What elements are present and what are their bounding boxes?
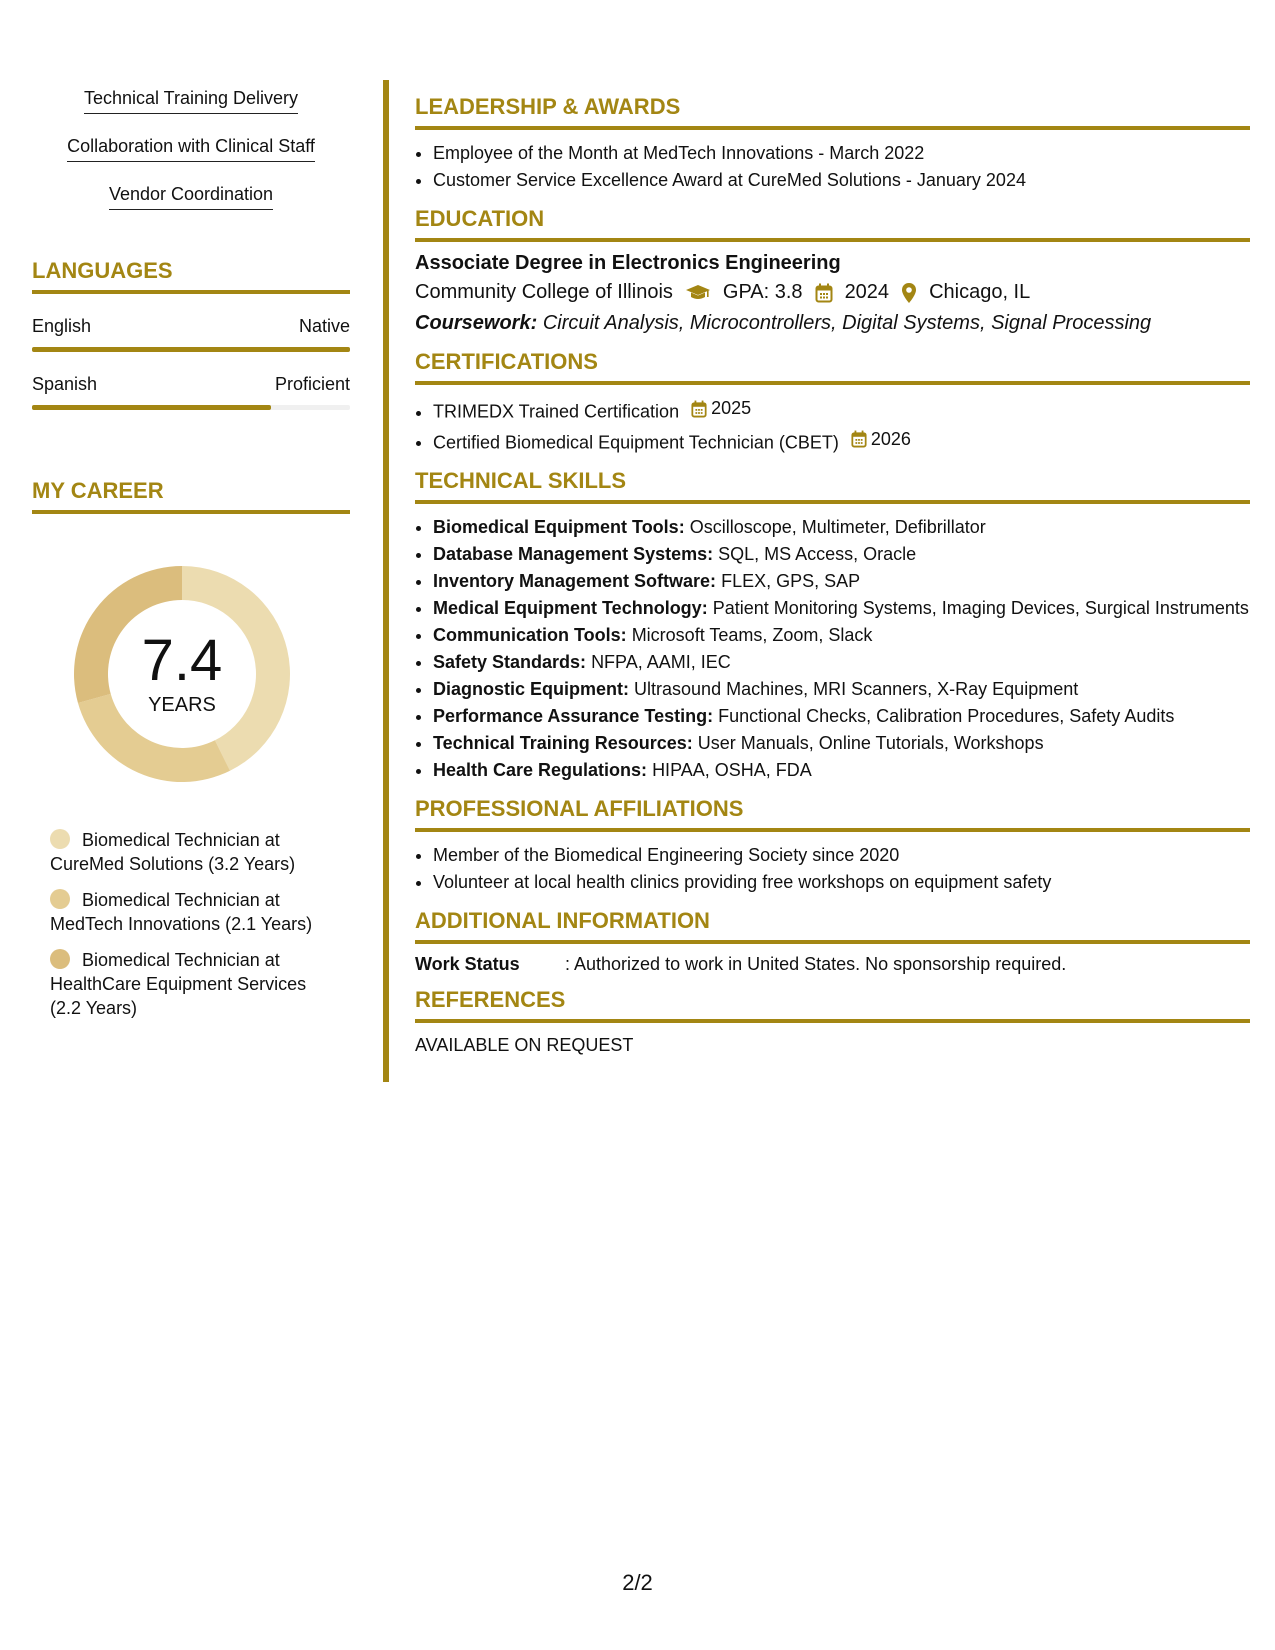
legend-label: Biomedical Technician at MedTech Innovations (2.1 Years)	[50, 890, 313, 934]
list-item	[433, 622, 1250, 649]
legend-label: Biomedical Technician at CureMed Solutions (3.2 Years)	[50, 830, 296, 874]
skill-value: NFPA, AAMI, IEC	[591, 652, 731, 672]
list-item	[433, 541, 1250, 568]
list-item	[433, 730, 1250, 757]
language-bar-fill	[32, 347, 350, 352]
location-pin-icon	[901, 282, 917, 304]
gpa: GPA: 3.8	[722, 281, 803, 303]
career-total: 7.4	[141, 627, 223, 693]
legend-dot	[50, 829, 70, 849]
legend-item	[50, 948, 340, 1020]
languages-title: LANGUAGES	[32, 258, 350, 294]
language-name: Spanish	[32, 374, 98, 394]
skill-tag: Vendor Coordination	[109, 184, 273, 210]
legend-label: Biomedical Technician at HealthCare Equipment Services (2.2 Years)	[50, 950, 307, 1018]
career-unit: YEARS	[148, 693, 216, 716]
references-title: REFERENCES	[415, 987, 1250, 1023]
skill-value: FLEX, GPS, SAP	[721, 571, 861, 591]
column-divider	[383, 80, 389, 1082]
career-title: MY CAREER	[32, 478, 350, 514]
list-item	[433, 757, 1250, 784]
skill-label: Biomedical Equipment Tools:	[433, 517, 685, 537]
list-item	[433, 676, 1250, 703]
list-item	[433, 703, 1250, 730]
graduation-year: 2024	[844, 281, 890, 303]
list-item: • Volunteer at local health clinics providing free workshops on equipment safety	[433, 869, 1250, 896]
skill-value: User Manuals, Online Tutorials, Workshops	[697, 733, 1044, 753]
language-bar	[32, 405, 350, 410]
list-item: • Member of the Biomedical Engineering Society since 2020	[433, 842, 1250, 869]
cert-year: 2025	[711, 398, 752, 418]
skill-label: Communication Tools:	[433, 625, 627, 645]
career-donut	[62, 554, 302, 794]
list-item: • Customer Service Excellence Award at CureMed Solutions - January 2024	[433, 167, 1250, 194]
skill-label: Performance Assurance Testing:	[433, 706, 714, 726]
language-bar	[32, 347, 350, 352]
skill-value: Microsoft Teams, Zoom, Slack	[631, 625, 873, 645]
language-item	[32, 374, 350, 410]
skill-value: Functional Checks, Calibration Procedures, Safety Audits	[718, 706, 1175, 726]
coursework-value: Circuit Analysis, Microcontrollers, Digital Systems, Signal Processing	[542, 312, 1152, 334]
technical-skills-section	[415, 468, 1250, 784]
calendar-icon	[691, 400, 707, 418]
coursework-label: Coursework:	[415, 312, 538, 334]
skill-label: Database Management Systems:	[433, 544, 714, 564]
list-item	[433, 426, 1250, 457]
work-status-label: Work Status	[415, 954, 520, 974]
leadership-title: LEADERSHIP & AWARDS	[415, 94, 1250, 130]
education-title: EDUCATION	[415, 206, 1250, 242]
language-level: Proficient	[274, 374, 350, 394]
skill-value: HIPAA, OSHA, FDA	[652, 760, 812, 780]
skill-label: Inventory Management Software:	[433, 571, 717, 591]
list-item	[433, 595, 1250, 622]
skill-tag: Collaboration with Clinical Staff	[67, 136, 315, 162]
cert-name: TRIMEDX Trained Certification	[433, 401, 680, 422]
language-bar-fill	[32, 405, 271, 410]
skill-label: Medical Equipment Technology:	[433, 598, 708, 618]
certifications-section	[415, 349, 1250, 456]
career-legend	[32, 828, 350, 1020]
leadership-section	[415, 94, 1250, 194]
school-name: Community College of Illinois	[415, 281, 673, 303]
legend-item	[50, 888, 340, 936]
skill-value: SQL, MS Access, Oracle	[718, 544, 917, 564]
cert-name: Certified Biomedical Equipment Technician (CBET)	[433, 432, 839, 452]
list-item	[433, 649, 1250, 676]
cert-year: 2026	[870, 428, 911, 449]
list-item	[433, 568, 1250, 595]
references-text: AVAILABLE ON REQUEST	[415, 1035, 634, 1055]
list-item	[433, 514, 1250, 541]
certifications-title: CERTIFICATIONS	[415, 349, 1250, 385]
list-item: • Employee of the Month at MedTech Innovations - March 2022	[433, 140, 1250, 167]
graduation-cap-icon	[685, 283, 711, 303]
skill-label: Technical Training Resources:	[433, 733, 693, 753]
coursework	[415, 312, 1250, 335]
language-name: English	[32, 316, 92, 336]
skill-value: Oscilloscope, Multimeter, Defibrillator	[689, 517, 986, 537]
calendar-icon	[851, 430, 867, 448]
skills-list	[32, 88, 350, 232]
page-number: 2/2	[622, 1570, 653, 1595]
list-item	[433, 395, 1250, 426]
work-status-value: : Authorized to work in United States. No sponsorship required.	[565, 954, 1067, 974]
legend-dot	[50, 889, 70, 909]
degree: Associate Degree in Electronics Engineering	[415, 252, 841, 274]
affiliations-section	[415, 796, 1250, 896]
location: Chicago, IL	[929, 281, 1031, 303]
legend-item	[50, 828, 340, 876]
skill-value: Patient Monitoring Systems, Imaging Devices, Surgical Instruments	[712, 598, 1249, 618]
skill-value: Ultrasound Machines, MRI Scanners, X-Ray Equipment	[634, 679, 1079, 699]
language-item	[32, 316, 350, 352]
skill-label: Health Care Regulations:	[433, 760, 648, 780]
additional-section	[415, 908, 1250, 975]
affiliations-title: PROFESSIONAL AFFILIATIONS	[415, 796, 1250, 832]
language-level: Native	[298, 316, 350, 336]
sidebar	[32, 80, 350, 1032]
additional-title: ADDITIONAL INFORMATION	[415, 908, 1250, 944]
technical-skills-title: TECHNICAL SKILLS	[415, 468, 1250, 504]
skill-label: Diagnostic Equipment:	[433, 679, 630, 699]
skill-label: Safety Standards:	[433, 652, 587, 672]
calendar-icon	[815, 283, 833, 303]
main-content	[415, 80, 1250, 1056]
education-section	[415, 206, 1250, 335]
legend-dot	[50, 949, 70, 969]
references-section	[415, 987, 1250, 1056]
skill-tag: Technical Training Delivery	[84, 88, 298, 114]
